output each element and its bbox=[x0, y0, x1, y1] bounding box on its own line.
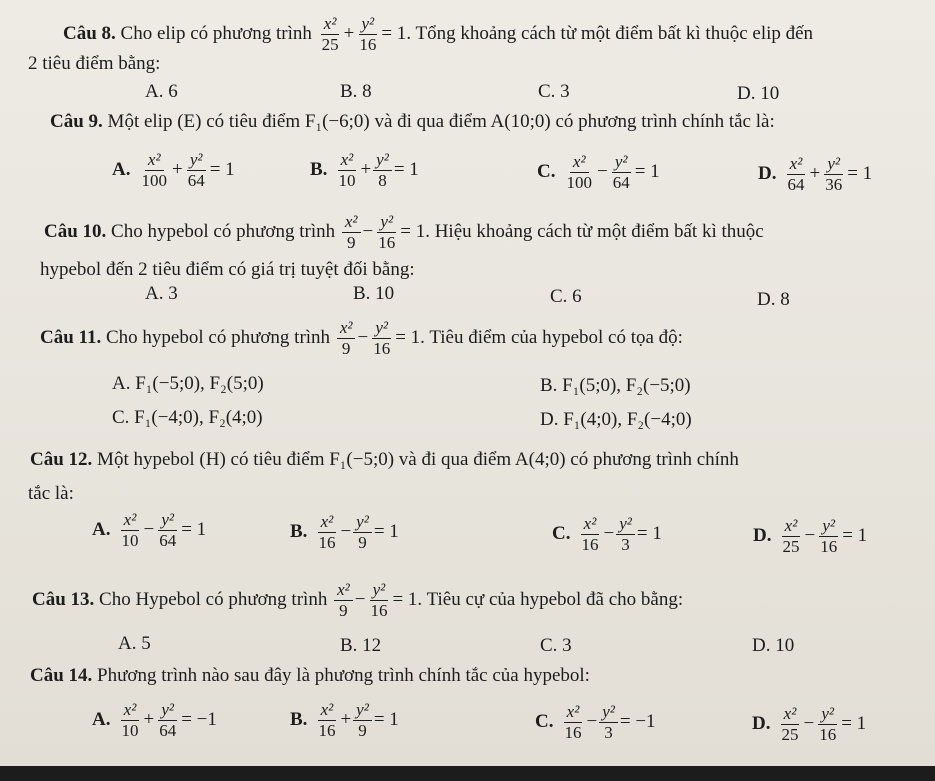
q9-label: Câu 9. bbox=[50, 111, 103, 132]
q11-stem: Câu 11. Cho hypebol có phương trình $\frac{\text{x²}}{9}$ − $\frac{\text{y²}}{16}$ = 1. Tiêu điểm của hypebol có tọa độ: bbox=[40, 318, 683, 358]
q14-option-d[interactable]: D. $\frac{\text{x²}}{25}$ − $\frac{\text{y²}}{16}$ = 1 bbox=[752, 704, 867, 744]
q9-option-c[interactable]: C. $\frac{\text{x²}}{100}$ − $\frac{\text{y²}}{64}$ = 1 bbox=[537, 152, 660, 192]
q9-option-b[interactable]: B. $\frac{\text{x²}}{10}$ + $\frac{\text{y²}}{8}$ = 1 bbox=[310, 150, 419, 190]
q13-text-a: Cho Hypebol có phương trình bbox=[99, 588, 328, 610]
q14-option-b[interactable]: B. $\frac{\text{x²}}{16}$ + $\frac{\text{y²}}{9}$ = 1 bbox=[290, 700, 399, 740]
q8-option-d[interactable]: D. 10 bbox=[737, 83, 780, 104]
q10-option-a[interactable]: A. 3 bbox=[145, 283, 178, 304]
q11-text-b: . Tiêu điểm của hypebol có tọa độ: bbox=[420, 326, 683, 348]
q12-option-a[interactable]: A. $\frac{\text{x²}}{10}$ − $\frac{\text{y²}}{64}$ = 1 bbox=[92, 510, 207, 550]
q11-option-d[interactable]: D. F₁(4;0), F₂(−4;0) bbox=[540, 409, 692, 430]
q8-label: Câu 8. bbox=[63, 22, 116, 44]
q10-option-d[interactable]: D. 8 bbox=[757, 289, 790, 310]
q13-option-b[interactable]: B. 12 bbox=[340, 635, 382, 656]
q9-option-a[interactable]: A. $\frac{\text{x²}}{100}$ + $\frac{\text{y²}}{64}$ = 1 bbox=[112, 150, 235, 190]
q8-text-b: . Tổng khoảng cách từ một điểm bất kì thuộc elip đến bbox=[406, 22, 814, 44]
q9-text: Một elip (E) có tiêu điểm F₁(−6;0) và đi qua điểm A(10;0) có phương trình chính tắc là: bbox=[107, 111, 775, 132]
q12-text-a: Một hypebol (H) có tiêu điểm F₁(−5;0) và đi qua điểm A(4;0) có phương trình chính bbox=[97, 449, 739, 470]
q13-option-c[interactable]: C. 3 bbox=[540, 635, 572, 656]
q13-option-d[interactable]: D. 10 bbox=[752, 635, 795, 656]
q10-text-c: hypebol đến 2 tiêu điểm có giá trị tuyệt đối bằng: bbox=[40, 259, 415, 280]
q10-option-b[interactable]: B. 10 bbox=[353, 283, 395, 304]
q8-option-a[interactable]: A. 6 bbox=[145, 81, 178, 102]
q12-label: Câu 12. bbox=[30, 449, 93, 470]
q11-text-a: Cho hypebol có phương trình bbox=[106, 326, 331, 348]
q13-stem: Câu 13. Cho Hypebol có phương trình $\frac{\text{x²}}{9}$ − $\frac{\text{y²}}{16}$ = 1. Tiêu cự của hypebol đã cho bằng: bbox=[32, 580, 684, 620]
q12-stem bbox=[30, 448, 739, 472]
q11-frac-x: $\frac{\text{x²}}{9}$ bbox=[337, 318, 356, 359]
page-bottom-edge bbox=[0, 766, 935, 781]
q10-text-a: Cho hypebol có phương trình bbox=[111, 220, 336, 242]
q8-frac-y: $\frac{\text{y²}}{16}$ bbox=[359, 14, 377, 54]
q8-text-a: Cho elip có phương trình bbox=[120, 22, 312, 44]
q10-stem: Câu 10. Cho hypebol có phương trình $\frac{\text{x²}}{9}$ − $\frac{\text{y²}}{16}$ = 1. Hiệu khoảng cách từ một điểm bất kì thuộc bbox=[44, 212, 764, 252]
q8-stem: Câu 8. Cho elip có phương trình $\frac{\text{x²}}{25}$ + $\frac{\text{y²}}{16}$ = 1. Tổng khoảng cách từ một điểm bất kì thuộc elip đến bbox=[63, 14, 814, 54]
q10-text-b: . Hiệu khoảng cách từ một điểm bất kì thuộc bbox=[425, 220, 764, 242]
q9-stem bbox=[50, 110, 775, 134]
q14-option-c[interactable]: C. $\frac{\text{x²}}{16}$ − $\frac{\text{y²}}{3}$ = −1 bbox=[535, 702, 656, 742]
q14-label: Câu 14. bbox=[30, 665, 93, 686]
q9-option-d[interactable]: D. $\frac{\text{x²}}{64}$ + $\frac{\text{y²}}{36}$ = 1 bbox=[758, 154, 873, 194]
q11-label: Câu 11. bbox=[40, 326, 102, 348]
q11-option-c[interactable]: C. F₁(−4;0), F₂(4;0) bbox=[112, 407, 263, 428]
q8-option-c[interactable]: C. 3 bbox=[538, 81, 570, 102]
q13-frac-x: $\frac{\text{x²}}{9}$ bbox=[334, 580, 353, 621]
q10-frac-x: $\frac{\text{x²}}{9}$ bbox=[342, 212, 361, 253]
q8-text-c: 2 tiêu điểm bằng: bbox=[28, 53, 161, 74]
q12-option-d[interactable]: D. $\frac{\text{x²}}{25}$ − $\frac{\text{y²}}{16}$ = 1 bbox=[753, 516, 868, 556]
q10-option-c[interactable]: C. 6 bbox=[550, 286, 582, 307]
q13-frac-y: $\frac{\text{y²}}{16}$ bbox=[370, 580, 388, 620]
q8-frac-x: $\frac{\text{x²}}{25}$ bbox=[321, 14, 339, 54]
q13-text-b: . Tiêu cự của hypebol đã cho bằng: bbox=[417, 588, 684, 610]
q10-label: Câu 10. bbox=[44, 220, 107, 242]
q11-frac-y: $\frac{\text{y²}}{16}$ bbox=[373, 318, 391, 358]
q13-option-a[interactable]: A. 5 bbox=[118, 633, 151, 654]
q12-option-c[interactable]: C. $\frac{\text{x²}}{16}$ − $\frac{\text{y²}}{3}$ = 1 bbox=[552, 514, 662, 554]
q11-option-a[interactable]: A. F₁(−5;0), F₂(5;0) bbox=[112, 373, 264, 394]
q11-option-b[interactable]: B. F₁(5;0), F₂(−5;0) bbox=[540, 375, 691, 396]
q12-option-b[interactable]: B. $\frac{\text{x²}}{16}$ − $\frac{\text{y²}}{9}$ = 1 bbox=[290, 512, 399, 552]
q8-option-b[interactable]: B. 8 bbox=[340, 81, 372, 102]
q14-option-a[interactable]: A. $\frac{\text{x²}}{10}$ + $\frac{\text{y²}}{64}$ = −1 bbox=[92, 700, 217, 740]
q14-text: Phương trình nào sau đây là phương trình chính tắc của hypebol: bbox=[97, 665, 590, 686]
q13-label: Câu 13. bbox=[32, 588, 95, 610]
q10-frac-y: $\frac{\text{y²}}{16}$ bbox=[378, 212, 396, 252]
q12-text-b: tắc là: bbox=[28, 483, 74, 504]
q14-stem bbox=[30, 664, 590, 688]
